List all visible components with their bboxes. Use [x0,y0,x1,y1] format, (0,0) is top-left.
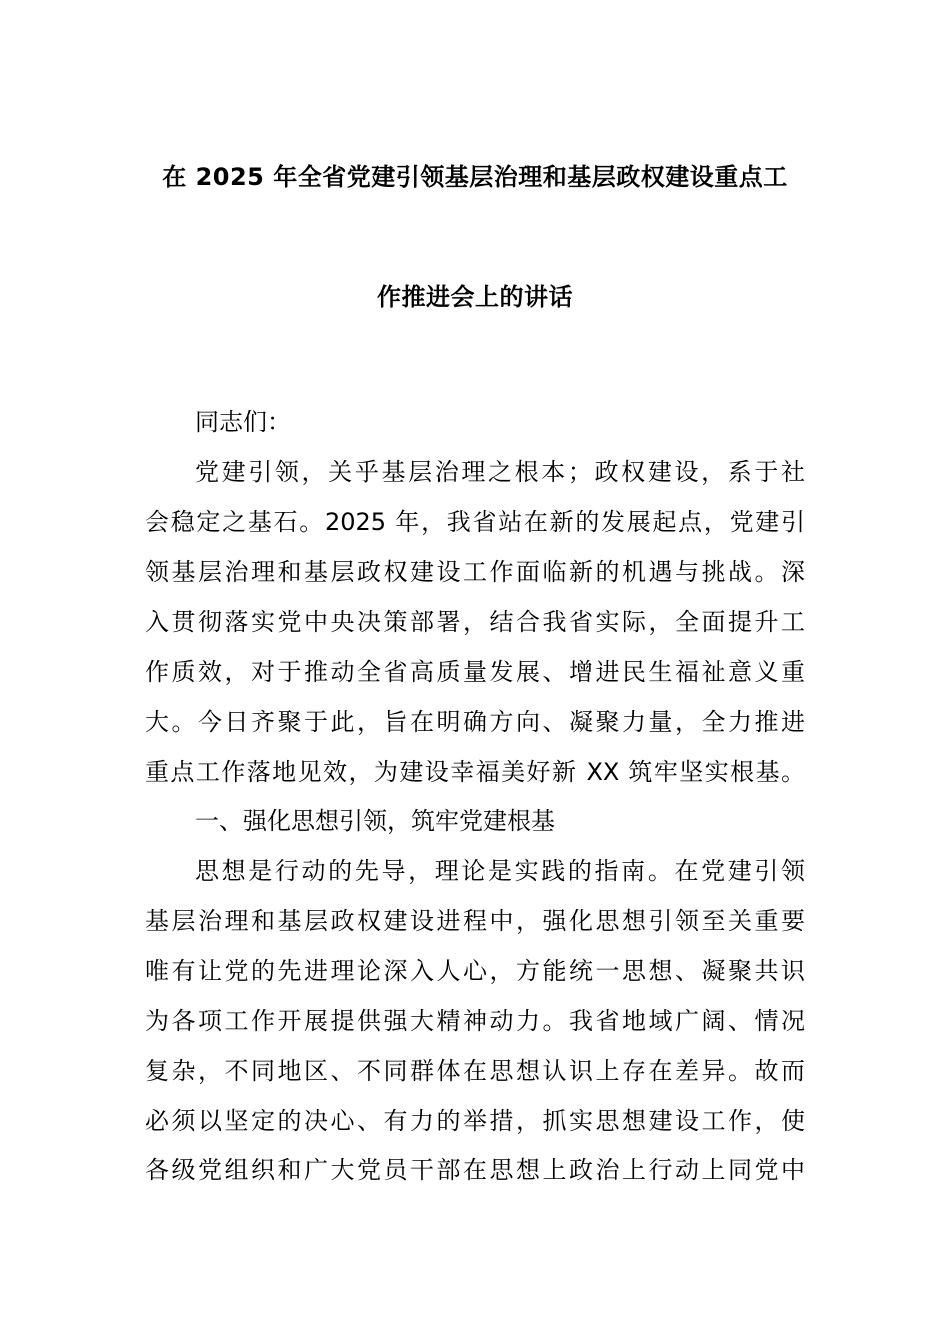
paragraph-2-line: 唯有让党的先进理论深入人心，方能统一思想、凝聚共识 [145,957,805,985]
paragraph-1-line: 重点工作落地见效，为建设幸福美好新 XX 筑牢坚实根基。 [145,758,805,786]
paragraph-2-line: 必须以坚定的决心、有力的举措，抓实思想建设工作，使 [145,1107,805,1135]
paragraph-2-line: 各级党组织和广大党员干部在思想上政治上行动上同党中 [145,1156,805,1184]
document-title-line-2: 作推进会上的讲话 [377,283,573,311]
paragraph-1-line: 入贯彻落实党中央决策部署，结合我省实际，全面提升工 [145,608,805,636]
paragraph-2-line: 思想是行动的先导，理论是实践的指南。在党建引领 [195,857,805,885]
paragraph-1-line: 领基层治理和基层政权建设工作面临新的机遇与挑战。深 [145,558,805,586]
paragraph-2-line: 基层治理和基层政权建设进程中，强化思想引领至关重要 [145,907,805,935]
paragraph-1-line: 会稳定之基石。2025 年，我省站在新的发展起点，党建引 [145,508,805,536]
paragraph-2-line: 为各项工作开展提供强大精神动力。我省地域广阔、情况 [145,1007,805,1035]
document-title-line-1: 在 2025 年全省党建引领基层治理和基层政权建设重点工 [162,163,788,191]
paragraph-2-line: 复杂，不同地区、不同群体在思想认识上存在差异。故而 [145,1057,805,1085]
greeting: 同志们： [195,408,291,436]
paragraph-1-line: 党建引领，关乎基层治理之根本；政权建设，系于社 [195,458,805,486]
paragraph-1-line: 作质效，对于推动全省高质量发展、增进民生福祉意义重 [145,658,805,686]
paragraph-1-line: 大。今日齐聚于此，旨在明确方向、凝聚力量，全力推进 [145,708,805,736]
section-1-heading: 一、强化思想引领，筑牢党建根基 [195,807,555,835]
